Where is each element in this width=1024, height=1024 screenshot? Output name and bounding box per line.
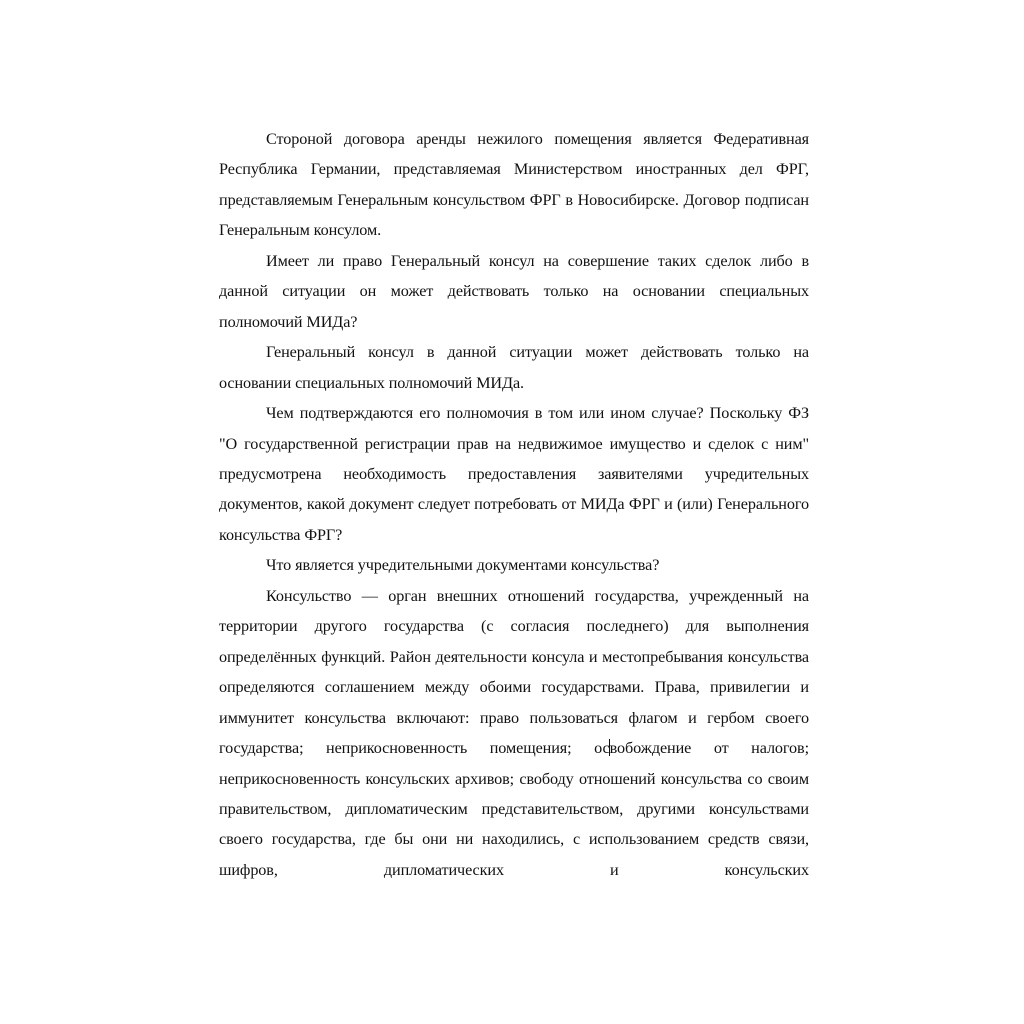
paragraph-5: Что является учредительными документами консульства? — [266, 556, 660, 575]
document-text[interactable] — [219, 124, 809, 885]
paragraph-1: Стороной договора аренды нежилого помещения является Федеративная Республика Германии, представляемая Министерством иностранных дел ФРГ, представляемым Генеральным консульством ФРГ в Новосибирске. Договор подписан Генеральным консулом. — [219, 130, 809, 240]
paragraph-6 — [219, 581, 809, 886]
paragraph-4: Чем подтверждаются его полномочия в том или ином случае? Поскольку ФЗ "О государственной регистрации прав на недвижимое имущество и сделок с ним" предусмотрена необходимость предоставления заявителями учредительных документов, какой документ следует потребовать от МИДа ФРГ и (или) Генерального консульства ФРГ? — [219, 404, 809, 544]
paragraph-3: Генеральный консул в данной ситуации может действовать только на основании специальных полномочий МИДа. — [219, 343, 809, 392]
paragraph-2: Имеет ли право Генеральный консул на совершение таких сделок либо в данной ситуации он может действовать только на основании специальных полномочий МИДа? — [219, 251, 809, 331]
paragraph-6-part-2: вобождение от налогов; неприкосновенность консульских архивов; свободу отношений консульства со своим правительством, дипломатическим представительством, другими консульствами своего государства, где бы они ни находились, с использованием средств связи, шифров, дипломатических и консульских — [219, 739, 809, 879]
paragraph-6-part-1: Консульство — орган внешних отношений государства, учрежденный на территории другого государства (с согласия последнего) для выполнения определённых функций. Район деятельности консула и местопребывания консульства определяются соглашением между обоими государствами. Права, привилегии и иммунитет консульства включают: право пользоваться флагом и гербом своего государства; неприкосновенность помещения; ос — [219, 586, 809, 758]
